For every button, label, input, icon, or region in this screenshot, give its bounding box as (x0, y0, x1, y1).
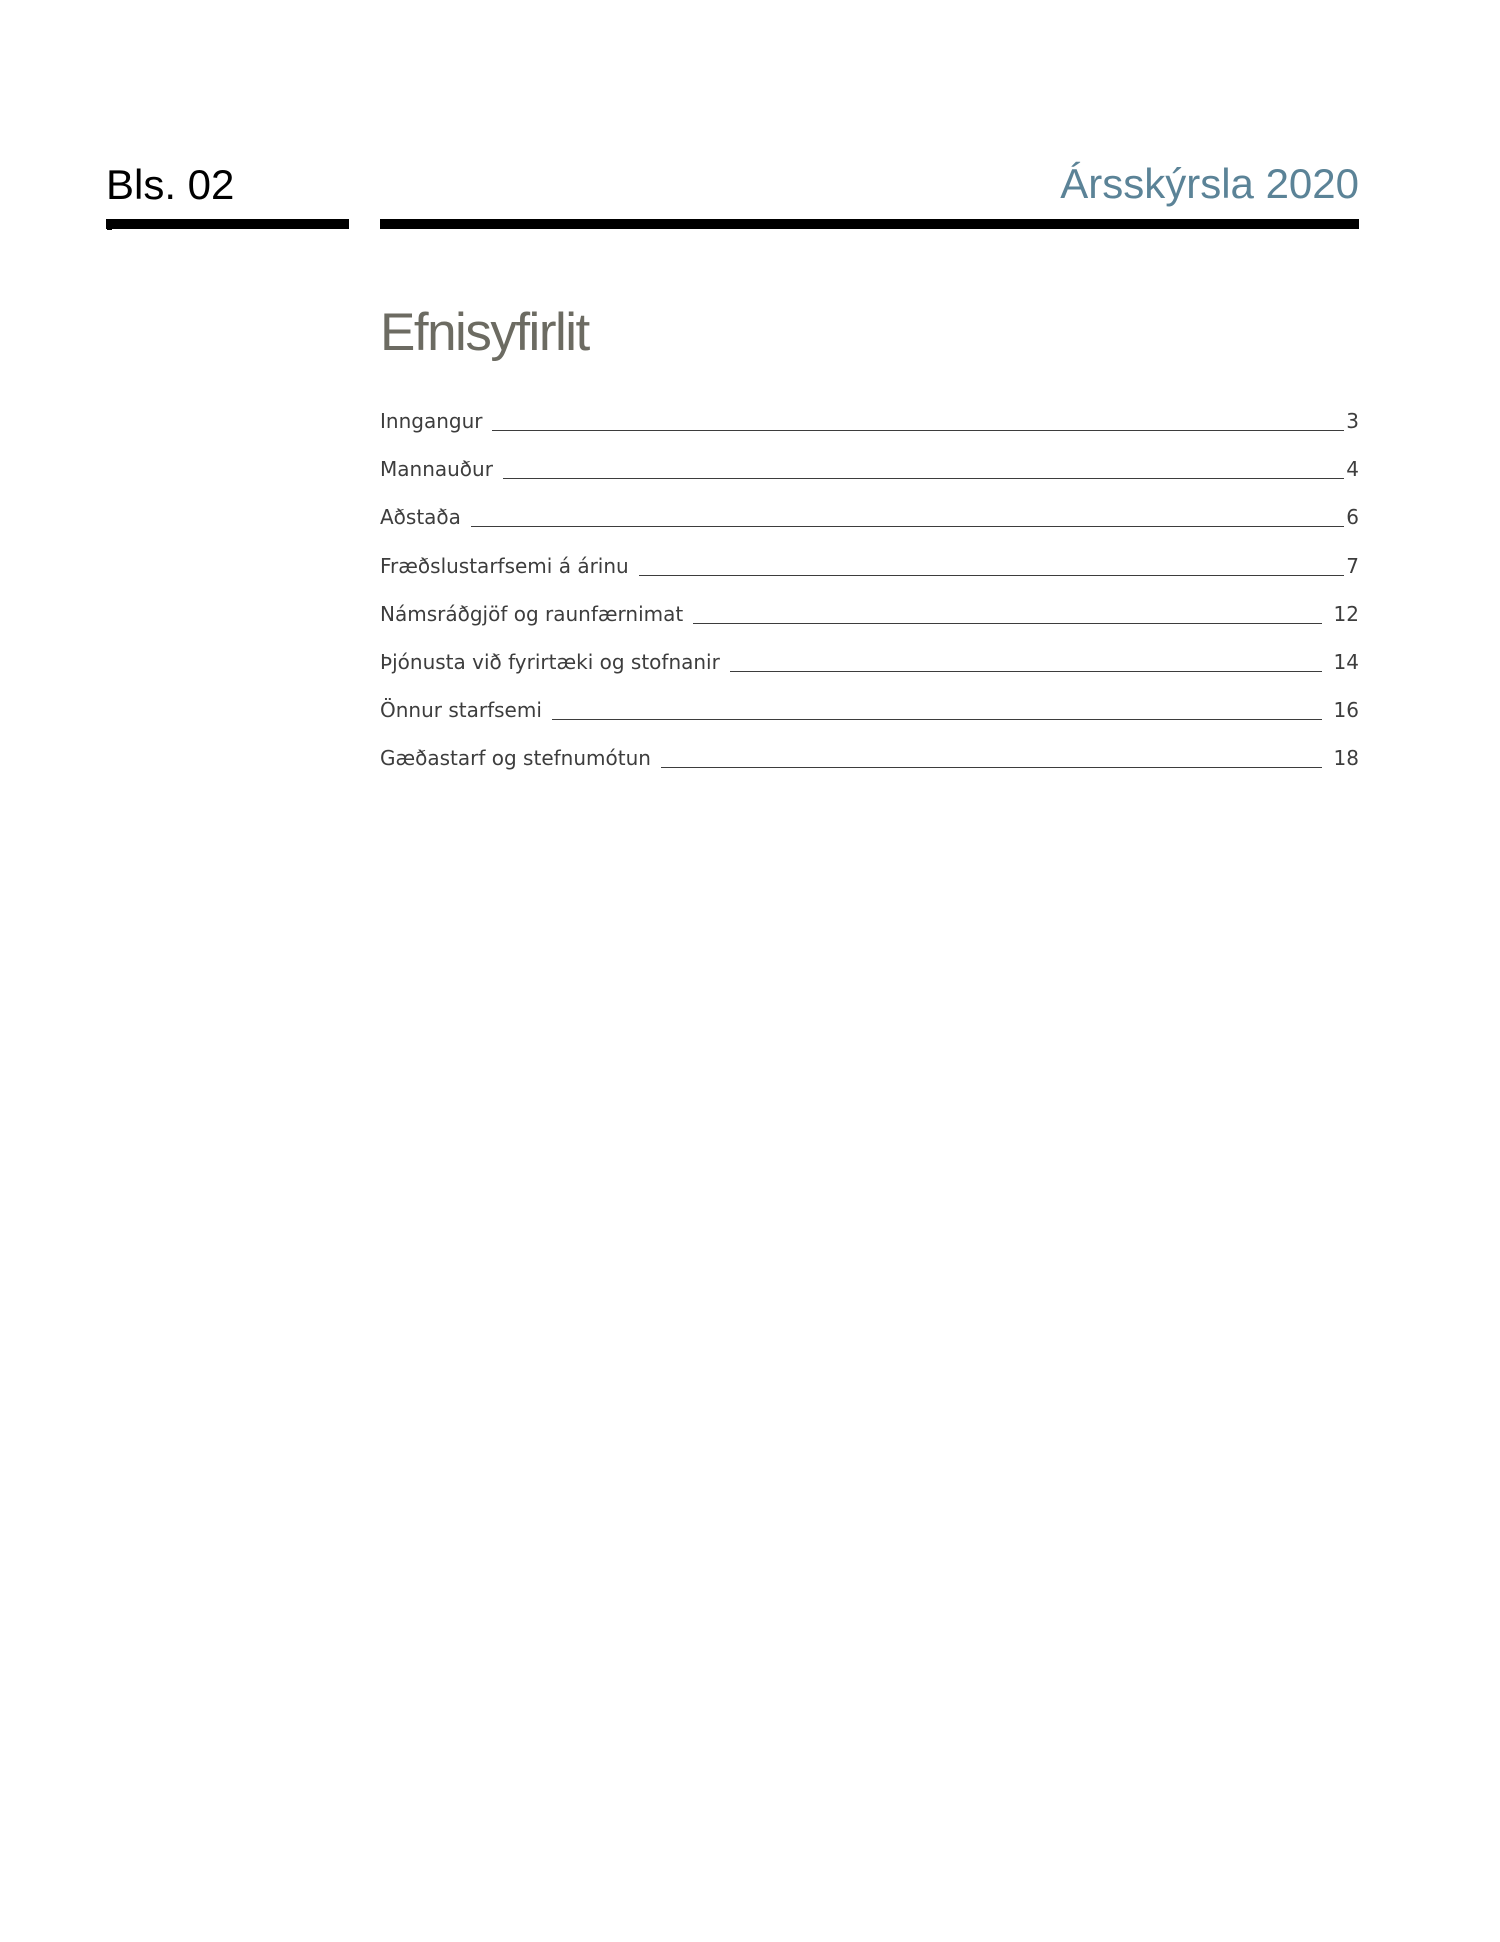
toc-entry[interactable] (380, 409, 1359, 457)
toc-entry-label: Önnur starfsemi (380, 698, 542, 723)
toc-entry-label: Mannauður (380, 457, 493, 482)
header-rule-right (380, 219, 1359, 229)
report-title: Ársskýrsla 2020 (1060, 160, 1359, 207)
toc-entry-label: Inngangur (380, 409, 483, 433)
toc-leader-line (661, 767, 1322, 768)
toc-entry-page: 18 (1333, 746, 1359, 771)
toc-entry-label: Námsráðgjöf og raunfærnimat (380, 601, 684, 626)
toc-leader-line (639, 575, 1345, 576)
table-of-contents (380, 409, 1359, 795)
toc-leader-line (730, 671, 1322, 672)
toc-entry-label: Fræðslustarfsemi á árinu (380, 553, 629, 578)
toc-entry-page: 12 (1333, 601, 1359, 626)
toc-leader-line (492, 430, 1344, 431)
header-rule-left-mark (107, 225, 112, 230)
toc-entry[interactable] (380, 698, 1359, 746)
toc-leader-line (503, 478, 1344, 479)
toc-leader-line (471, 526, 1344, 527)
toc-heading: Efnisyfirlit (380, 303, 589, 362)
toc-entry-page: 7 (1346, 553, 1359, 578)
toc-entry-page: 16 (1333, 698, 1359, 723)
toc-entry-label: Þjónusta við fyrirtæki og stofnanir (380, 649, 720, 674)
toc-entry[interactable] (380, 746, 1359, 794)
toc-entry-label: Gæðastarf og stefnumótun (380, 746, 651, 771)
toc-entry-label: Aðstaða (380, 505, 461, 530)
toc-entry[interactable] (380, 602, 1359, 650)
toc-entry[interactable] (380, 505, 1359, 553)
toc-entry-page: 6 (1346, 505, 1359, 530)
page-number: Bls. 02 (106, 161, 235, 208)
toc-entry[interactable] (380, 650, 1359, 698)
toc-leader-line (552, 719, 1322, 720)
toc-entry[interactable] (380, 457, 1359, 505)
toc-entry[interactable] (380, 554, 1359, 602)
header-rule-left (106, 219, 349, 229)
toc-entry-page: 14 (1333, 649, 1359, 674)
toc-entry-page: 4 (1346, 457, 1359, 482)
toc-leader-line (693, 623, 1321, 624)
toc-entry-page: 3 (1346, 409, 1359, 433)
